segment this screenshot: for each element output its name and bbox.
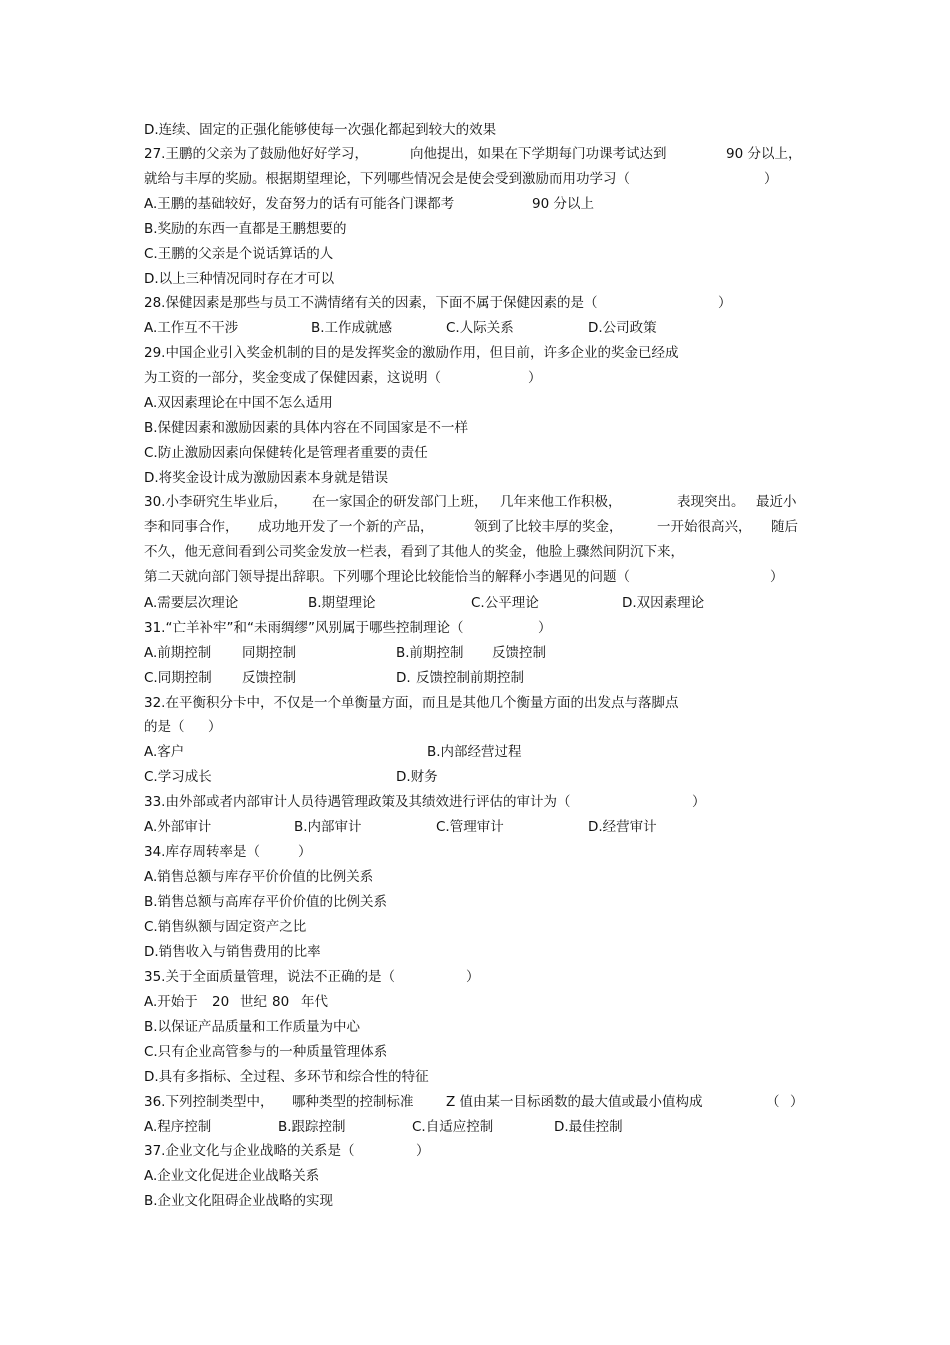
text-segment: A.企业文化促进企业战略关系	[144, 1168, 320, 1184]
text-segment: ）	[466, 969, 480, 985]
text-segment: D.	[396, 670, 411, 686]
text-segment: D.连续、固定的正强化能够使每一次强化都起到较大的效果	[144, 122, 497, 138]
text-segment: ）	[790, 1094, 804, 1110]
text-segment: A.双因素理论在中国不怎么适用	[144, 395, 333, 411]
text-line	[0, 541, 950, 563]
text-segment: A.需要层次理论	[144, 595, 239, 611]
text-line	[0, 218, 950, 240]
text-segment: D.将奖金设计成为激励因素本身就是错误	[144, 470, 389, 486]
text-line	[0, 317, 950, 339]
text-segment: ）	[298, 844, 312, 860]
text-segment: 第二天就向部门领导提出辞职。下列哪个理论比较能恰当的解释小李遇见的问题（	[144, 569, 630, 585]
text-line	[0, 1190, 950, 1212]
text-segment: C.只有企业高管参与的一种质量管理体系	[144, 1044, 388, 1060]
text-line	[0, 891, 950, 913]
text-line	[0, 467, 950, 489]
text-segment: 36.下列控制类型中，	[144, 1094, 274, 1110]
text-line	[0, 1116, 950, 1138]
text-line	[0, 791, 950, 813]
text-segment: D.经营审计	[588, 819, 657, 835]
text-segment: B.销售总额与高库存平价价值的比例关系	[144, 894, 388, 910]
text-segment: A.外部审计	[144, 819, 212, 835]
text-segment: 随后	[771, 519, 798, 535]
text-segment: 29.中国企业引入奖金机制的目的是发挥奖金的激励作用，但目前，许多企业的奖金已经成	[144, 345, 679, 361]
text-line	[0, 692, 950, 714]
text-segment: 的是（	[144, 719, 185, 735]
text-segment: 90 分以上，	[726, 146, 802, 162]
text-segment: 31.“亡羊补牢”和“未雨绸缪”风别属于哪些控制理论（	[144, 620, 464, 636]
text-line	[0, 617, 950, 639]
text-segment: 30.小李研究生毕业后，	[144, 494, 287, 510]
text-line	[0, 491, 950, 513]
text-segment: A.客户	[144, 744, 185, 760]
text-line	[0, 566, 950, 588]
text-segment: 哪种类型的控制标准	[292, 1094, 414, 1110]
text-line	[0, 741, 950, 763]
text-segment: 表现突出。	[677, 494, 745, 510]
text-segment: 37.企业文化与企业战略的关系是（	[144, 1143, 355, 1159]
text-segment: B.企业文化阻碍企业战略的实现	[144, 1193, 334, 1209]
text-segment: ）	[208, 719, 222, 735]
text-segment: C.学习成长	[144, 769, 212, 785]
text-line	[0, 1091, 950, 1113]
text-line	[0, 168, 950, 190]
text-segment: 同期控制	[242, 645, 296, 661]
text-segment: C.自适应控制	[412, 1119, 494, 1135]
text-segment: 20	[212, 994, 230, 1010]
text-segment: C.公平理论	[471, 595, 539, 611]
text-line	[0, 1016, 950, 1038]
text-segment: C.销售纵额与固定资产之比	[144, 919, 307, 935]
text-segment: ）	[764, 171, 778, 187]
text-line	[0, 667, 950, 689]
text-segment: A.开始于	[144, 994, 198, 1010]
text-segment: 一开始很高兴，	[657, 519, 752, 535]
text-segment: B.以保证产品质量和工作质量为中心	[144, 1019, 361, 1035]
text-segment: 向他提出，如果在下学期每门功课考试达到	[410, 146, 667, 162]
text-segment: 90 分以上	[532, 196, 594, 212]
text-segment: A.王鹏的基础较好，发奋努力的话有可能各门课都考	[144, 196, 455, 212]
text-segment: 为工资的一部分，奖金变成了保健因素，这说明（	[144, 370, 441, 386]
text-line	[0, 916, 950, 938]
text-line	[0, 941, 950, 963]
text-segment: A.销售总额与库存平价价值的比例关系	[144, 869, 374, 885]
text-segment: 32.在平衡积分卡中，不仅是一个单衡量方面，而且是其他几个衡量方面的出发点与落脚点	[144, 695, 679, 711]
text-line	[0, 342, 950, 364]
text-line	[0, 292, 950, 314]
text-line	[0, 392, 950, 414]
text-segment: 28.保健因素是那些与员工不满情绪有关的因素，下面不属于保健因素的是（	[144, 295, 598, 311]
text-line	[0, 243, 950, 265]
text-segment: C.防止激励因素向保健转化是管理者重要的责任	[144, 445, 428, 461]
text-segment: C.人际关系	[446, 320, 514, 336]
text-segment: A.前期控制	[144, 645, 212, 661]
text-line	[0, 143, 950, 165]
text-segment: C.同期控制	[144, 670, 212, 686]
text-line	[0, 516, 950, 538]
text-line	[0, 442, 950, 464]
text-line	[0, 766, 950, 788]
text-line	[0, 716, 950, 738]
text-line	[0, 816, 950, 838]
text-segment: D.销售收入与销售费用的比率	[144, 944, 321, 960]
text-segment: B.内部经营过程	[427, 744, 522, 760]
text-segment: B.内部审计	[294, 819, 362, 835]
text-line	[0, 417, 950, 439]
text-line	[0, 193, 950, 215]
text-segment: B.工作成就感	[311, 320, 393, 336]
text-segment: 成功地开发了一个新的产品，	[258, 519, 434, 535]
text-line	[0, 642, 950, 664]
text-line	[0, 1066, 950, 1088]
text-segment: 就给与丰厚的奖励。根据期望理论，下列哪些情况会是使会受到激励而用功学习（	[144, 171, 630, 187]
text-segment: 反馈控制	[242, 670, 296, 686]
text-segment: ）	[692, 794, 706, 810]
text-segment: 35.关于全面质量管理，说法不正确的是（	[144, 969, 395, 985]
text-segment: 世纪	[240, 994, 267, 1010]
text-segment: A.工作互不干涉	[144, 320, 239, 336]
text-line	[0, 866, 950, 888]
text-segment: 反馈控制	[492, 645, 546, 661]
text-segment: C.管理审计	[436, 819, 504, 835]
text-line	[0, 367, 950, 389]
text-segment: D.双因素理论	[622, 595, 705, 611]
text-segment: Z 值由某一目标函数的最大值或最小值构成	[446, 1094, 703, 1110]
text-segment: A.程序控制	[144, 1119, 212, 1135]
text-segment: B.奖励的东西一直都是王鹏想要的	[144, 221, 347, 237]
text-segment: C.王鹏的父亲是个说话算话的人	[144, 246, 334, 262]
text-segment: ）	[416, 1143, 430, 1159]
text-segment: D.公司政策	[588, 320, 657, 336]
text-segment: ）	[528, 370, 542, 386]
text-segment: B.期望理论	[308, 595, 376, 611]
text-segment: B.前期控制	[396, 645, 464, 661]
text-segment: 最近小	[756, 494, 797, 510]
text-line	[0, 841, 950, 863]
text-segment: D.具有多指标、全过程、多环节和综合性的特征	[144, 1069, 429, 1085]
text-line	[0, 1140, 950, 1162]
text-line	[0, 119, 950, 141]
text-line	[0, 1165, 950, 1187]
text-segment: ）	[770, 569, 784, 585]
text-segment: 李和同事合作，	[144, 519, 239, 535]
text-line	[0, 991, 950, 1013]
text-segment: 33.由外部或者内部审计人员待遇管理政策及其绩效进行评估的审计为（	[144, 794, 571, 810]
text-segment: 在一家国企的研发部门上班，	[312, 494, 488, 510]
text-segment: （	[766, 1094, 780, 1110]
text-segment: 34.库存周转率是（	[144, 844, 260, 860]
text-line	[0, 592, 950, 614]
text-segment: 27.王鹏的父亲为了鼓励他好好学习，	[144, 146, 368, 162]
text-segment: 不久，他无意间看到公司奖金发放一栏表，看到了其他人的奖金，他脸上骤然间阴沉下来，	[144, 544, 684, 560]
text-segment: 年代	[301, 994, 328, 1010]
text-line	[0, 268, 950, 290]
text-segment: 领到了比较丰厚的奖金，	[474, 519, 623, 535]
text-segment: ）	[538, 620, 552, 636]
text-line	[0, 966, 950, 988]
text-line	[0, 1041, 950, 1063]
text-segment: 几年来他工作积极，	[500, 494, 622, 510]
text-segment: B.保健因素和激励因素的具体内容在不同国家是不一样	[144, 420, 469, 436]
text-segment: D.最佳控制	[554, 1119, 623, 1135]
text-segment: D.财务	[396, 769, 438, 785]
text-segment: ）	[718, 295, 732, 311]
text-segment: 80	[272, 994, 290, 1010]
text-segment: 反馈控制前期控制	[416, 670, 524, 686]
text-segment: D.以上三种情况同时存在才可以	[144, 271, 335, 287]
text-segment: B.跟踪控制	[278, 1119, 346, 1135]
